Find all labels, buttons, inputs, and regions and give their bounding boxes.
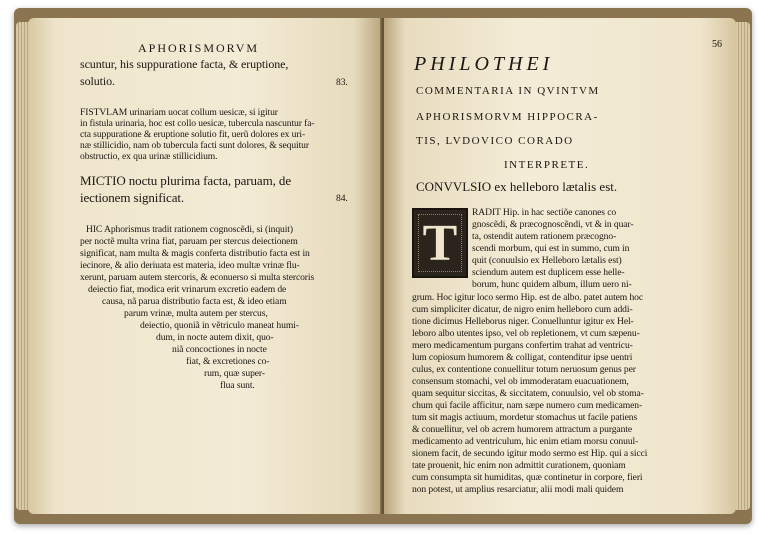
text-line: xerunt, paruam autem stercoris, & econuerso si multa stercoris	[80, 272, 315, 283]
page-title: PHILOTHEI	[414, 53, 554, 75]
text-line: chum qui facile afficitur, nam sæpe numero cum medicamen-	[412, 400, 643, 411]
text-line: & conuellitur, vel ob acrem humorem attractum a purgante	[412, 424, 633, 435]
title-line: INTERPRETE.	[504, 159, 590, 171]
text-line: scendi morbum, qui est in summo, cum in	[472, 243, 630, 254]
left-page	[28, 18, 382, 514]
aphorism-heading: iectionem significat.	[80, 190, 185, 205]
title-line: COMMENTARIA IN QVINTVM	[416, 85, 600, 97]
text-line: cum consumpta sit humiditas, quæ continetur in corpore, fieri	[412, 472, 643, 483]
right-page	[384, 18, 736, 514]
text-line: iecinore, & alio deriuata est materia, ideo multæ vrinæ flu-	[80, 260, 300, 271]
text-line: per noctẽ multa vrina fiat, paruam per stercus deiectionem	[80, 236, 298, 247]
text-line: næ stillicidio, nam ob tubercula facti sunt dolores, & sequitur	[80, 140, 309, 151]
text-line: cum simpliciter dicatur, de nigro enim helleboro cum addi-	[412, 304, 633, 315]
text-line: solutio.	[80, 74, 115, 88]
text-line: sionem facit, de secundo igitur modo sermo est Hip. qui a sicci	[412, 448, 648, 459]
text-line: deiectio, quoniã in vẽtriculo maneat humi-	[140, 320, 299, 331]
text-line: parum vrinæ, multa autem per stercus,	[124, 308, 268, 319]
page-number: 56	[712, 39, 722, 50]
text-line: quam sequitur siccitas, & siccitatem, conuulsio, vel ob stoma-	[412, 388, 644, 399]
text-line: tum sit magis actiuum, mordetur stomachus ut facile patiens	[412, 412, 638, 423]
title-line: TIS, LVDOVICO CORADO	[416, 135, 574, 147]
text-line: gnoscẽdi, & præcognoscẽndi, vt & in quar-	[472, 219, 634, 230]
text-line: rum, quæ super-	[204, 368, 265, 379]
text-line: RADIT Hip. in hac sectiõe canones co	[472, 207, 617, 218]
aphorism-heading: MICTIO noctu plurima facta, paruam, de	[80, 173, 291, 188]
text-line: medicamento ad ventriculum, hic enim etiam morsu conuul-	[412, 436, 639, 447]
decorated-initial	[412, 208, 468, 278]
text-line: lum copiosum humorem & colligat, contenditur ipse uentri	[412, 352, 633, 363]
text-line: cta suppuratione & eruptione solutio fit, uerũ dolores ex uri-	[80, 129, 306, 140]
initial-letter: T	[422, 214, 458, 272]
aphorism-heading: CONVVLSIO ex helleboro lætalis est.	[416, 179, 618, 194]
text-line: consensum stomachi, vel ob immoderatam euacuationem,	[412, 376, 629, 387]
text-line: in fistula urinaria, hoc est collo uesicæ, tubercula nascuntur fa-	[80, 118, 315, 129]
text-line: dum, in nocte autem dixit, quo-	[156, 332, 274, 343]
text-line: mero medicamentum purgans confertim trahat ad ventricu-	[412, 340, 633, 351]
text-line: sciendum autem est duplicem esse helle-	[472, 267, 625, 278]
text-line: causa, nã parua distributio facta est, & ideo etiam	[102, 296, 287, 307]
text-line: tate prouenit, hic enim non admittit curationem, quoniam	[412, 460, 626, 471]
text-line: non potest, ut amplius resarciatur, alii modi mali quidem	[412, 484, 624, 495]
text-line: deiectio fiat, modica erit vrinarum excretio eadem de	[88, 284, 287, 295]
text-line: grum. Hoc igitur loco sermo Hip. est de albo. patet autem hoc	[412, 292, 644, 303]
page-edges-right	[736, 22, 750, 510]
text-line: FISTVLAM urinariam uocat collum uesicæ, si igitur	[80, 107, 278, 118]
text-line: ta, ostendit autem rationem præcogno-	[472, 231, 617, 242]
text-line: borum, hunc quidem album, illum uero ni-	[472, 279, 632, 290]
text-line: leboro albo utentes ipso, vel ob repletionem, vt cum sæpenu-	[412, 328, 640, 339]
text-line: culus, ex contentione conuellitur totum neruosum genus per	[412, 364, 636, 375]
text-line: tione dicimus Helleborus niger. Conuelluntur igitur ex Hel-	[412, 316, 634, 327]
open-book	[14, 8, 752, 524]
aphorism-number: 83.	[336, 77, 348, 88]
aphorism-number: 84.	[336, 193, 348, 204]
text-line: HIC Aphorismus tradit rationem cognoscẽdi, si (inquit)	[86, 224, 293, 235]
text-line: flua sunt.	[220, 380, 255, 391]
initial-ornament	[418, 214, 462, 272]
text-line: obstructio, ex qua urinæ stillicidium.	[80, 151, 218, 162]
text-line: niã concoctiones in nocte	[172, 344, 267, 355]
text-line: scuntur, his suppuratione facta, & eruptione,	[80, 57, 289, 71]
text-line: significat, nam multa & magis conferta distributio facta est in	[80, 248, 310, 259]
text-line: fiat, & excretiones co-	[186, 356, 270, 367]
title-line: APHORISMORVM HIPPOCRA-	[416, 111, 599, 123]
running-head: APHORISMORVM	[138, 41, 260, 55]
text-line: quit (conuulsio ex Helleboro lætalis est)	[472, 255, 622, 266]
